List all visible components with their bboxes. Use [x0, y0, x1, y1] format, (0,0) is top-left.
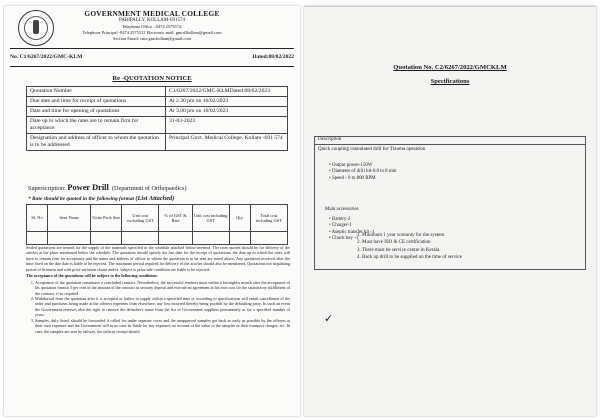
rate-format-table [26, 204, 288, 245]
meta-divider [10, 66, 294, 67]
section-email: Section Email: cme.gmckollam@gmail.com [113, 36, 191, 41]
quotation-number: Quotation No. C2/6267/2022/GMCKLM [393, 64, 507, 71]
college-address: PARIPALLY, KOLLAM-691574 [119, 18, 185, 23]
superscription-line [28, 183, 290, 192]
info-value: C1/6267/2022/GMC-KLMDated:08/02/2023 [166, 87, 288, 97]
table-row [27, 106, 288, 116]
column-header: Qty. [229, 205, 250, 232]
info-key: Date and time for opening of quotations [27, 106, 166, 116]
criteria-list [346, 232, 592, 261]
list-item: • Output power-150W [329, 163, 396, 169]
condition-item: 1. Acceptance of the quotation constitutes a concluded contract. Nevertheless, the successful tenderer must within a fortnight/a month after the acceptance of his quotation furnish 5 per cent of the amount of the contract as security deposit and execute an agreement at his own cost for the satisfactory fulfillment of the contract, if so required. [35, 280, 290, 296]
list-item: • Speed - 0 to 800 RPM [329, 176, 396, 182]
spec-list [329, 163, 396, 182]
info-value: Principal Govt. Medical College, Kollam -691 574 [166, 133, 288, 150]
list-attached-note: (List Attached) [135, 195, 175, 202]
column-header: Item Name [48, 205, 91, 232]
conditions-title: The acceptance of the quotations will be subject to the following conditions: [26, 273, 158, 279]
superscription-item: Power Drill [67, 183, 109, 192]
telephone-office: Telephone Office : 0474 2575574, [121, 24, 183, 29]
list-item: 1. Minimum 1 year warranty for the system [362, 232, 592, 239]
column-header: Total cost including GST [250, 205, 287, 232]
condition-item: 3. Samples, duly listed, should be forwarded if called for under separate cover and the unapproved samples got back as early as possible by the offerers at their own expenses and the Government will in no case be liable for any expenses on account of the value of the samples or their transport charges, etc. In case, the samples are sent by railway, the railway receipt should [35, 318, 290, 334]
table-row [27, 232, 288, 245]
telephone-principal: Telephone Principal -0474 2575312 Electronic mail: gmcdlkollam@gmail.com [82, 30, 222, 35]
right-specification-page [304, 6, 596, 416]
column-header: Unit cost excluding GST [122, 205, 159, 232]
notice-title: Re -QUOTATION NOTICE [112, 75, 192, 82]
info-key: Quotation Number [27, 87, 166, 97]
table-header-row [27, 205, 288, 232]
item-description: Quick coupling cannulated drill for Trauma operation [318, 147, 426, 152]
list-item: 4. Back up drill to be supplied on the time of service [362, 254, 592, 261]
reference-date: Dated:08/02/2022 [252, 54, 294, 60]
main-accessories-label: Main accessories [325, 207, 359, 212]
table-row [27, 87, 288, 97]
tick-mark-icon: ✓ [324, 313, 334, 325]
list-item: • Battery-2 [329, 217, 374, 223]
college-name: GOVERNMENT MEDICAL COLLEGE [84, 9, 220, 18]
reference-number: No. C1/6267/2022/GMC-KLM [10, 54, 83, 60]
intro-paragraph: Sealed quotations are invited for the supply of the materials specified in the schedule attached below/overleaf. The rates quoted should be for delivery of the articles at the place mentioned below the schedule. The quotation should specify the last date for the receipt of quotations, the date up to which the rates will have to remain firm for acceptance and the name and address of officer to whom the quotation is to be sent are noted above. Any quotation received after the time fixed on the due date is liable to be rejected. The maximum period required for delivery of the articles should also be mentioned. Quotations not stipulating period of firmness and with price variation clause and/or 'subject to prior sale' condition are liable to be rejected. [26, 245, 290, 272]
reference-line [10, 54, 294, 64]
list-item: 2. Must have ISO & CE certification [362, 239, 592, 246]
list-item: • Aseptic transfer kit -1 [329, 230, 374, 236]
condition-item: 2. Withdrawal from the quotation after it is accepted or failure to supply within a specified time or according to specifications will entail cancellation of the order and purchases being made at the offerers expenses from elsewhere, any loss incurred thereby being payable by the defaulting party. In such an event the Government reserves also the right to remove the defaulter's name from the list of Government suppliers permanently or for a specified number of years. [35, 296, 290, 318]
list-item: • Diameter of drill bit-0.8 to 8 mm [329, 169, 396, 175]
info-key: Date up to which the rates are to remain firm for acceptance [27, 116, 166, 133]
list-item: • Charger-1 [329, 223, 374, 229]
superscription-label: Superscription: [28, 185, 66, 192]
column-header: Unit cost including GST [192, 205, 229, 232]
rate-format-note [28, 195, 290, 202]
left-document-page [4, 6, 300, 416]
conditions-list [26, 280, 290, 334]
letterhead-divider [10, 48, 294, 49]
column-header: Unite Pack Size [91, 205, 122, 232]
table-row [27, 116, 288, 133]
list-item: • Chuck key -1 [329, 236, 374, 242]
list-item: 3. There must be service centre in Kerala [362, 247, 592, 254]
superscription-department: (Department of Orthopaedics) [111, 185, 187, 192]
column-header: Sl. No [27, 205, 48, 232]
letterhead [4, 6, 300, 52]
info-key: Designation and address of officer to whom the quotation is to be addressed [27, 133, 166, 150]
info-value: At 3.00 pm on 16/02/2023 [166, 106, 288, 116]
quotation-info-table [26, 86, 288, 151]
table-row [27, 133, 288, 150]
table-row [27, 96, 288, 106]
format-note: * Rate should be quoted in the following format [28, 196, 135, 202]
specifications-title: Specifications [430, 78, 470, 85]
info-value: At 2.30 pm on 16/02/2023 [166, 96, 288, 106]
scan-edge [304, 6, 596, 7]
info-value: 31-03-2023 [166, 116, 288, 133]
info-key: Due date and time for receipt of quotations [27, 96, 166, 106]
terms-text [26, 245, 290, 334]
box-header: Description [315, 137, 585, 145]
column-header: % of GST & Rate [159, 205, 192, 232]
